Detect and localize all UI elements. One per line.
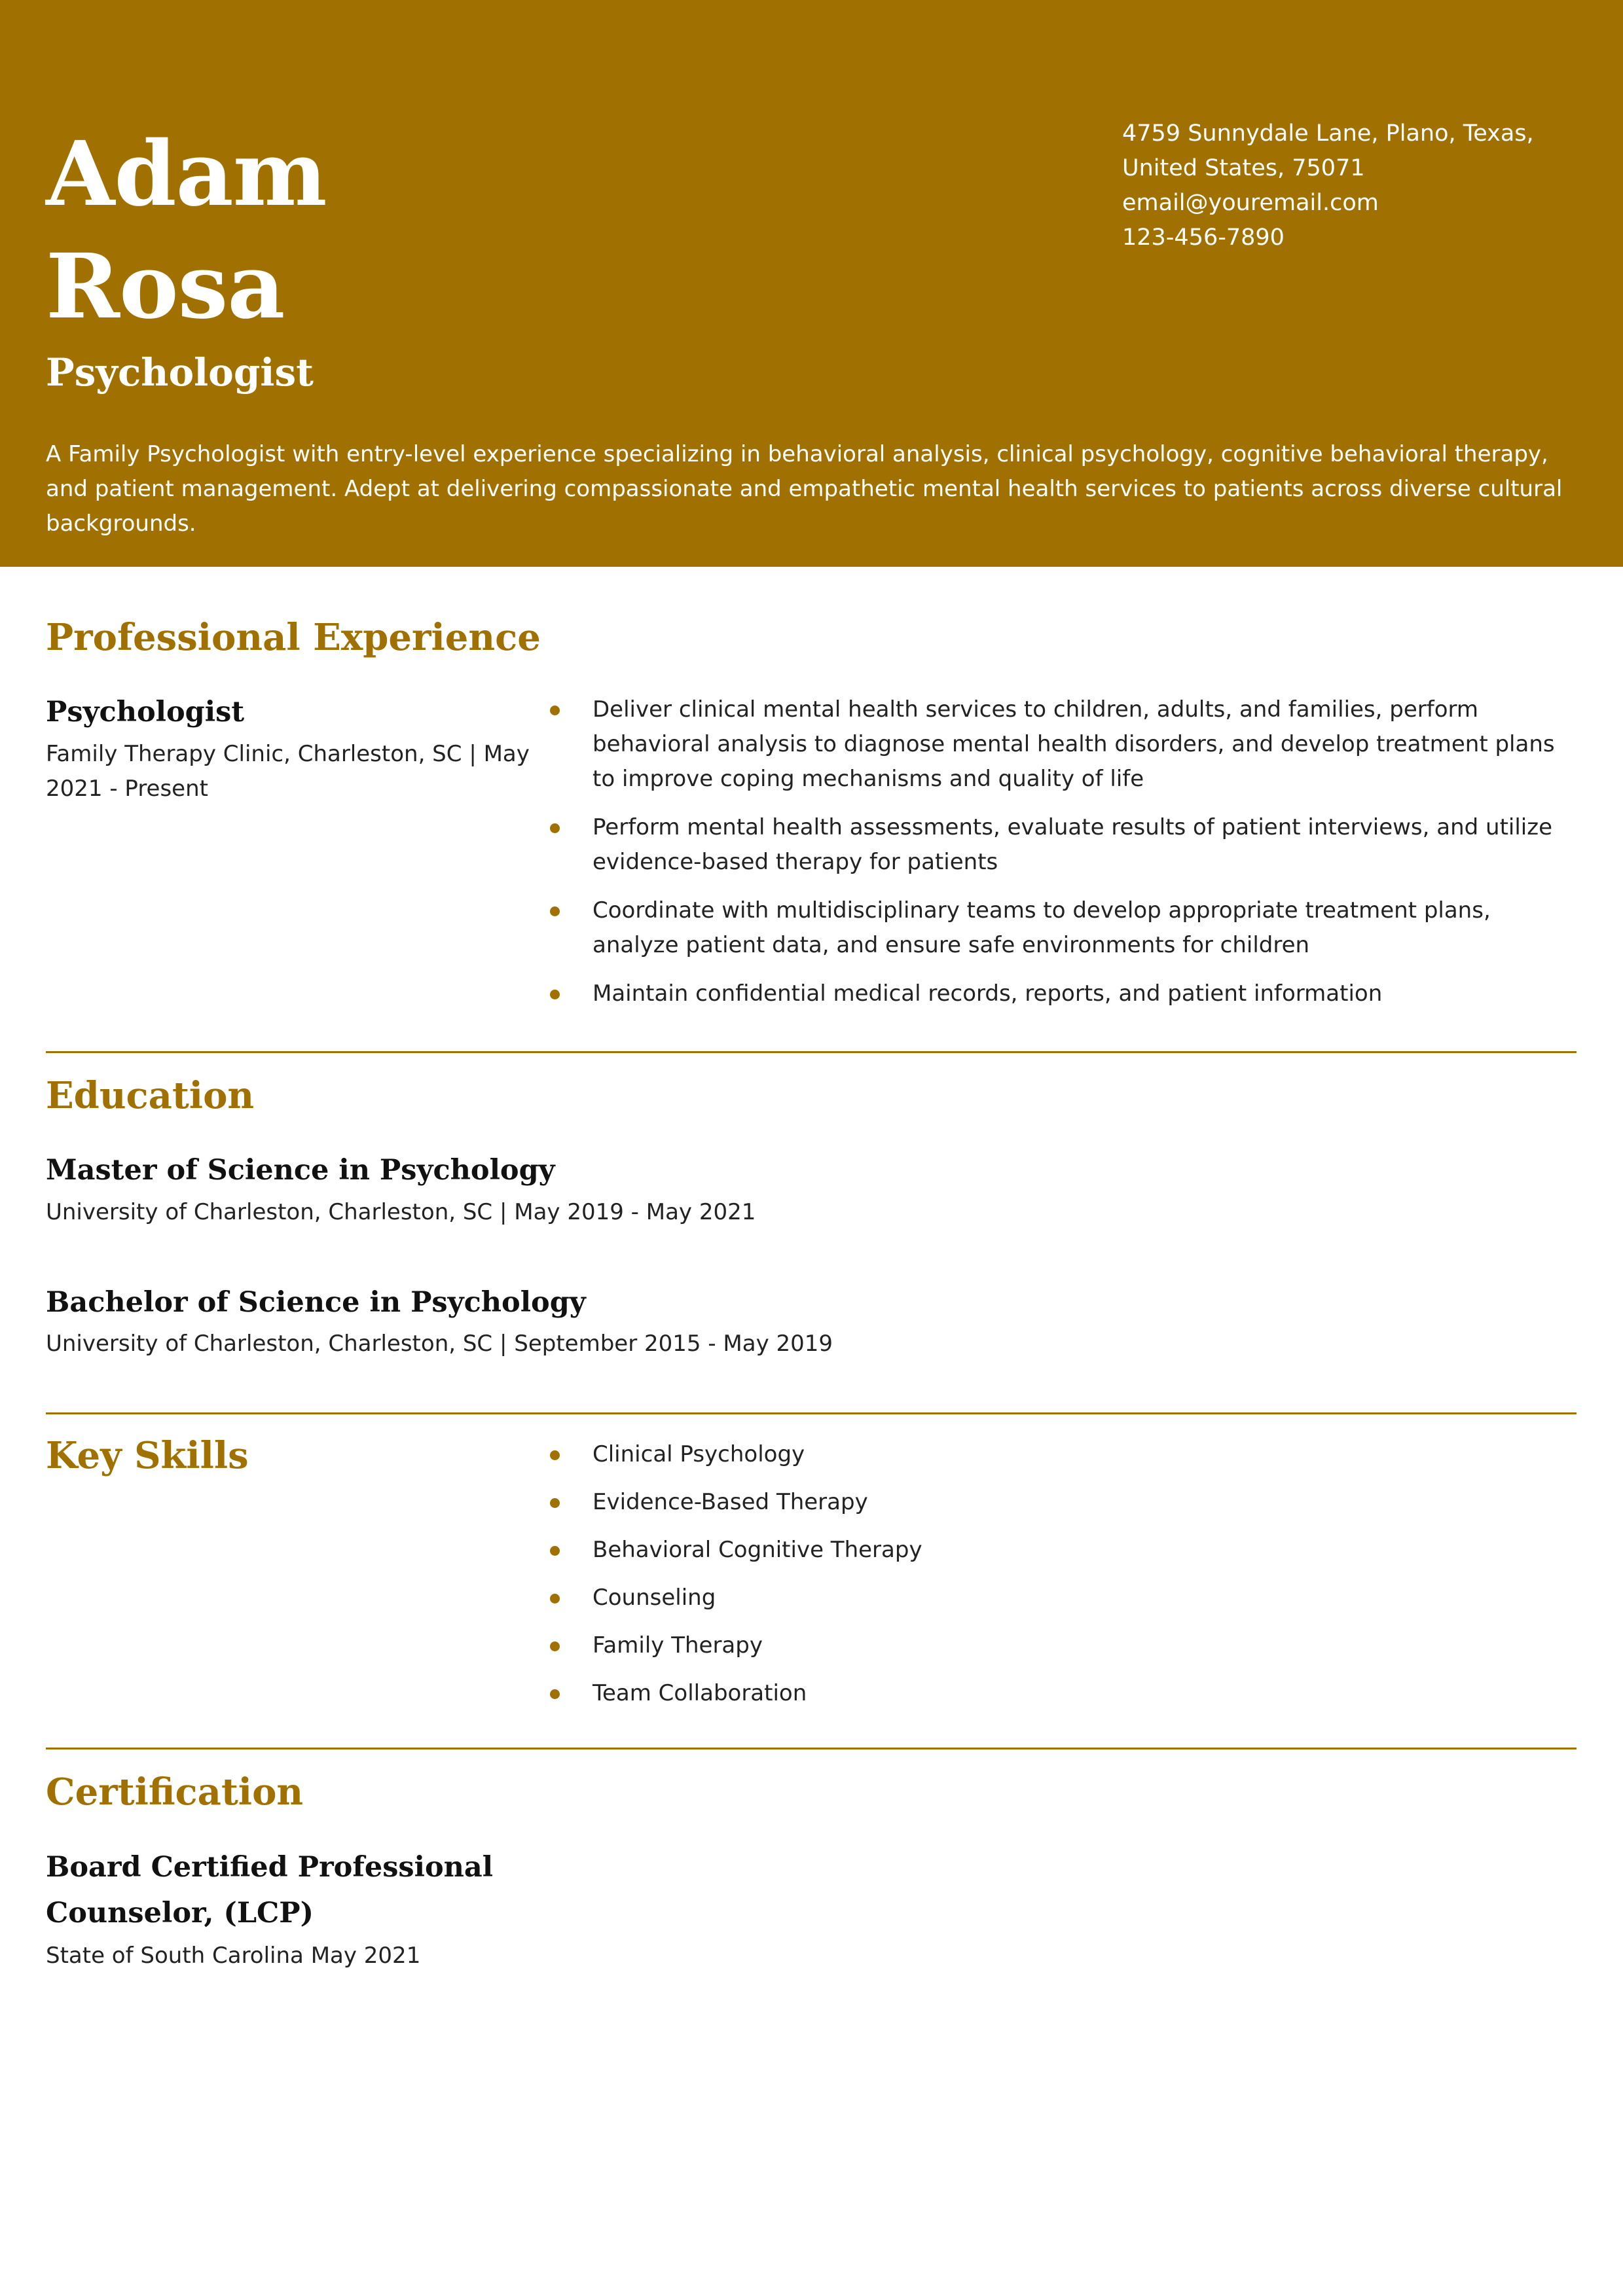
bullet-dot-icon	[550, 706, 560, 715]
degree-details: University of Charleston, Charleston, SC | May 2019 - May 2021	[46, 1199, 756, 1225]
skill-text: Family Therapy	[593, 1632, 763, 1659]
header-banner	[0, 0, 1623, 567]
address-line-2: United States, 75071	[1122, 155, 1365, 181]
bullet-text: Maintain confidential medical records, reports, and patient information	[593, 980, 1383, 1007]
experience-role: Psychologist	[46, 696, 245, 728]
experience-bullet	[547, 893, 1581, 963]
section-divider	[46, 1412, 1577, 1414]
degree-details: University of Charleston, Charleston, SC | September 2015 - May 2019	[46, 1331, 833, 1357]
skill-item	[547, 1628, 1581, 1663]
skill-text: Clinical Psychology	[593, 1441, 805, 1467]
last-name: Rosa	[46, 234, 285, 339]
skill-text: Team Collaboration	[593, 1680, 807, 1706]
contact-info	[1122, 117, 1580, 255]
bullet-text: Deliver clinical mental health services to children, adults, and families, perform behavioral analysis to diagnose mental health disorders, and develop treatment plans to improve coping mechanisms and quality of life	[593, 696, 1555, 792]
degree-title: Master of Science in Psychology	[46, 1154, 555, 1187]
experience-bullets	[547, 692, 1581, 1025]
certification-heading: Certification	[46, 1770, 304, 1814]
skill-text: Evidence-Based Therapy	[593, 1489, 868, 1515]
bullet-text: Perform mental health assessments, evaluate results of patient interviews, and utilize evidence-based therapy for patients	[593, 814, 1553, 875]
email[interactable]: email@youremail.com	[1122, 190, 1379, 216]
skill-item	[547, 1581, 1581, 1615]
phone[interactable]: 123-456-7890	[1122, 224, 1285, 251]
bullet-dot-icon	[550, 1450, 560, 1460]
bullet-dot-icon	[550, 1546, 560, 1556]
skills-list	[547, 1437, 1581, 1724]
section-divider	[46, 1051, 1577, 1053]
bullet-dot-icon	[550, 1641, 560, 1651]
experience-bullet	[547, 692, 1581, 797]
employer-line-1: Family Therapy Clinic, Charleston, SC | May	[46, 741, 530, 767]
skill-text: Behavioral Cognitive Therapy	[593, 1537, 922, 1563]
bullet-dot-icon	[550, 1498, 560, 1508]
job-title: Psychologist	[46, 350, 314, 395]
section-divider	[46, 1748, 1577, 1749]
bullet-dot-icon	[550, 906, 560, 916]
experience-heading: Professional Experience	[46, 616, 541, 659]
skill-item	[547, 1533, 1581, 1568]
bullet-dot-icon	[550, 1594, 560, 1604]
certification-title	[46, 1844, 493, 1936]
skill-item	[547, 1676, 1581, 1711]
degree-title: Bachelor of Science in Psychology	[46, 1286, 586, 1319]
skills-heading: Key Skills	[46, 1434, 249, 1477]
experience-bullet	[547, 810, 1581, 880]
experience-employer	[46, 737, 530, 806]
skill-item	[547, 1485, 1581, 1520]
bullet-dot-icon	[550, 823, 560, 833]
skill-text: Counseling	[593, 1585, 716, 1611]
summary: A Family Psychologist with entry-level experience specializing in behavioral analysis, clinical psychology, cognitive behavioral therapy, and patient management. Adept at delivering compassionate and empathetic mental health services to patients across diverse cultural backgrounds.	[46, 441, 1563, 537]
experience-bullet	[547, 977, 1581, 1011]
address-line-1: 4759 Sunnydale Lane, Plano, Texas,	[1122, 120, 1534, 147]
education-heading: Education	[46, 1074, 255, 1117]
skill-item	[547, 1437, 1581, 1472]
bullet-dot-icon	[550, 1689, 560, 1699]
certification-title-line-2: Counselor, (LCP)	[46, 1897, 314, 1929]
candidate-name	[46, 118, 327, 343]
certification-details: State of South Carolina May 2021	[46, 1943, 421, 1969]
bullet-text: Coordinate with multidisciplinary teams to develop appropriate treatment plans, analyze patient data, and ensure safe environments for children	[593, 897, 1491, 958]
certification-title-line-1: Board Certified Professional	[46, 1851, 494, 1884]
bullet-dot-icon	[550, 990, 560, 999]
first-name: Adam	[46, 122, 327, 226]
employer-line-2: 2021 - Present	[46, 776, 208, 802]
